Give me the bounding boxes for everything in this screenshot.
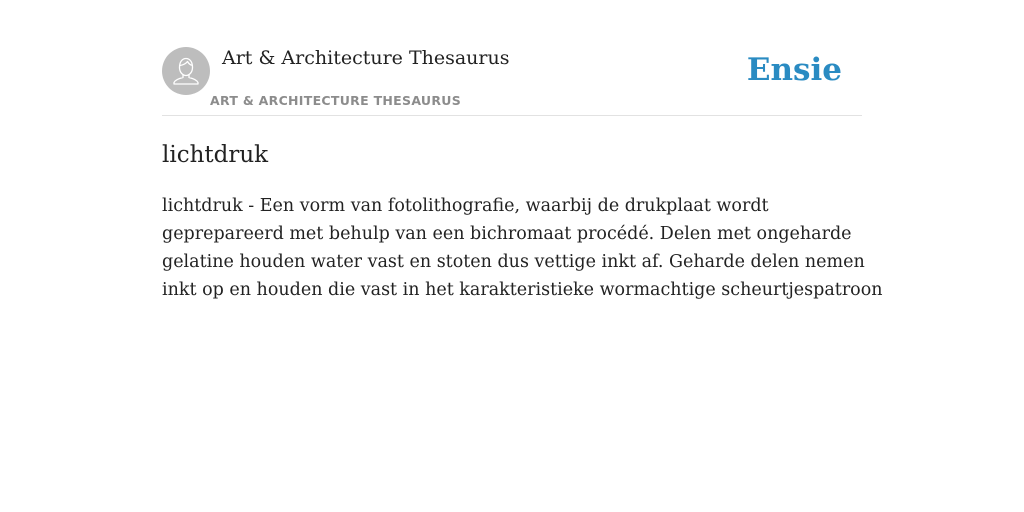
source-label[interactable]: ART & ARCHITECTURE THESAURUS [210,93,462,108]
entry-title: lichtdruk [162,142,269,168]
brand-logo[interactable]: Ensie [746,52,842,88]
author-name[interactable]: Art & Architecture Thesaurus [222,47,510,69]
definition-line: lichtdruk - Een vorm van fotolithografie, waarbij de drukplaat wordt [162,196,769,216]
definition-line: gelatine houden water vast en stoten dus vettige inkt af. Geharde delen nemen [162,252,865,272]
entry-header [162,0,862,116]
definition-line: geprepareerd met behulp van een bichromaat procédé. Delen met ongeharde [162,224,852,244]
entry-definition [162,192,883,304]
entry-card [162,0,883,512]
user-avatar-icon[interactable] [162,47,210,95]
definition-line: inkt op en houden die vast in het karakteristieke wormachtige scheurtjespatroon [162,280,883,300]
